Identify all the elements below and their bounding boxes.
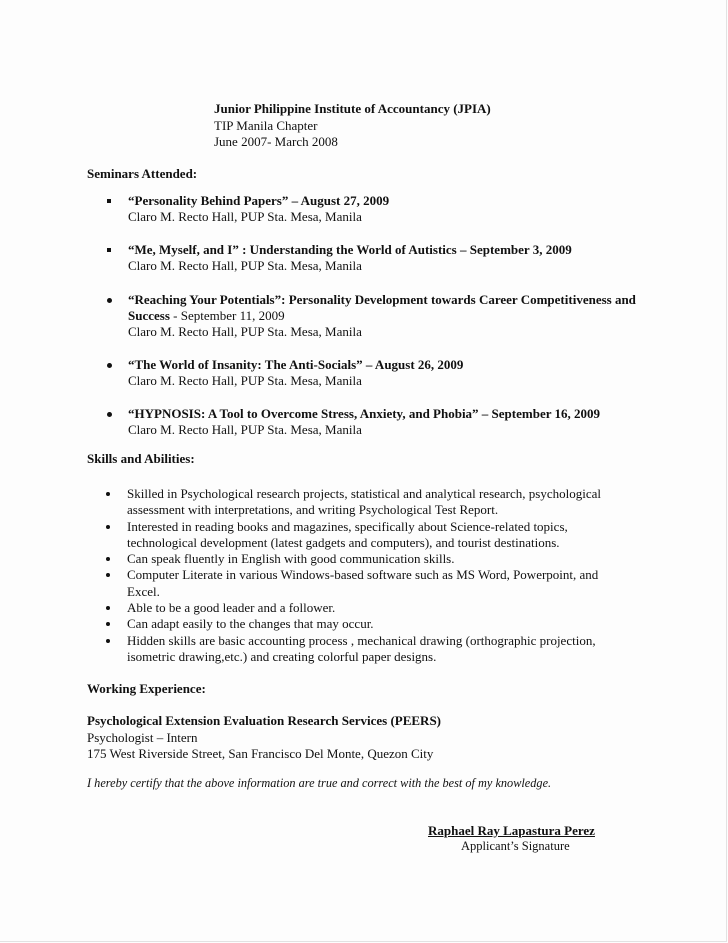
skill-text: Able to be a good leader and a follower. [127, 600, 336, 616]
square-bullet-icon [107, 248, 111, 252]
seminar-venue: Claro M. Recto Hall, PUP Sta. Mesa, Manila [128, 373, 362, 388]
signature-name: Raphael Ray Lapastura Perez [428, 823, 595, 838]
round-bullet-icon [106, 525, 110, 529]
seminar-venue: Claro M. Recto Hall, PUP Sta. Mesa, Manila [128, 209, 362, 224]
skill-text: Can adapt easily to the changes that may occur. [127, 616, 374, 632]
round-bullet-icon [106, 492, 110, 496]
list-item [0, 486, 728, 519]
round-bullet-icon [106, 622, 110, 626]
list-item [0, 616, 728, 632]
skill-text: Can speak fluently in English with good communication skills. [127, 551, 455, 567]
skill-text: Interested in reading books and magazines, specifically about Science-related topics, technological development (latest gadgets and computers), and tourist destinations. [127, 518, 568, 550]
work-block [87, 713, 441, 763]
skill-text: Hidden skills are basic accounting process , mechanical drawing (orthographic projection, isometric drawing,etc.) and creating colorful paper designs. [127, 632, 596, 664]
list-item [0, 600, 728, 616]
list-item [0, 567, 728, 600]
round-bullet-icon [106, 606, 110, 610]
list-item [0, 633, 728, 666]
round-bullet-icon [106, 557, 110, 561]
organization-period: June 2007- March 2008 [214, 134, 338, 149]
seminars-heading: Seminars Attended: [87, 166, 198, 181]
round-bullet-icon [107, 363, 112, 368]
seminar-heading-line [128, 292, 648, 324]
organization-block [214, 101, 491, 151]
skill-text: Skilled in Psychological research projects, statistical and analytical research, psychological assessment with interpretations, and writing Psychological Test Report. [127, 486, 601, 518]
work-heading: Working Experience: [87, 681, 206, 696]
list-item [0, 519, 728, 552]
square-bullet-icon [107, 199, 111, 203]
seminar-date: - September 11, 2009 [169, 308, 285, 323]
certification-statement: I hereby certify that the above information are true and correct with the best of my knowledge. [87, 776, 552, 790]
seminar-title: “The World of Insanity: The Anti-Socials” – August 26, 2009 [128, 357, 464, 372]
seminar-venue: Claro M. Recto Hall, PUP Sta. Mesa, Manila [128, 258, 362, 273]
round-bullet-icon [107, 412, 112, 417]
seminar-venue: Claro M. Recto Hall, PUP Sta. Mesa, Manila [128, 324, 362, 339]
seminar-title: “HYPNOSIS: A Tool to Overcome Stress, Anxiety, and Phobia” – September 16, 2009 [128, 406, 601, 421]
seminar-title: “Personality Behind Papers” – August 27, 2009 [128, 193, 390, 208]
list-item [0, 551, 728, 567]
skills-heading: Skills and Abilities: [87, 451, 195, 466]
seminar-venue: Claro M. Recto Hall, PUP Sta. Mesa, Manila [128, 422, 362, 437]
organization-chapter: TIP Manila Chapter [214, 117, 318, 133]
organization-name: Junior Philippine Institute of Accountancy (JPIA) [214, 101, 491, 116]
work-company: Psychological Extension Evaluation Research Services (PEERS) [87, 713, 442, 728]
work-position: Psychologist – Intern [87, 729, 198, 745]
skill-text: Computer Literate in various Windows-based software such as MS Word, Powerpoint, and Excel. [127, 567, 599, 599]
skills-list [0, 486, 728, 665]
round-bullet-icon [106, 639, 110, 643]
round-bullet-icon [106, 573, 110, 577]
work-address: 175 West Riverside Street, San Francisco Del Monte, Quezon City [87, 746, 434, 761]
seminar-title: “Reaching Your Potentials”: Personality Development towards Career Competitiveness and Success [128, 292, 636, 323]
seminar-title: “Me, Myself, and I” : Understanding the World of Autistics – September 3, 2009 [128, 242, 572, 257]
signature-caption: Applicant’s Signature [461, 839, 570, 853]
round-bullet-icon [107, 298, 112, 303]
